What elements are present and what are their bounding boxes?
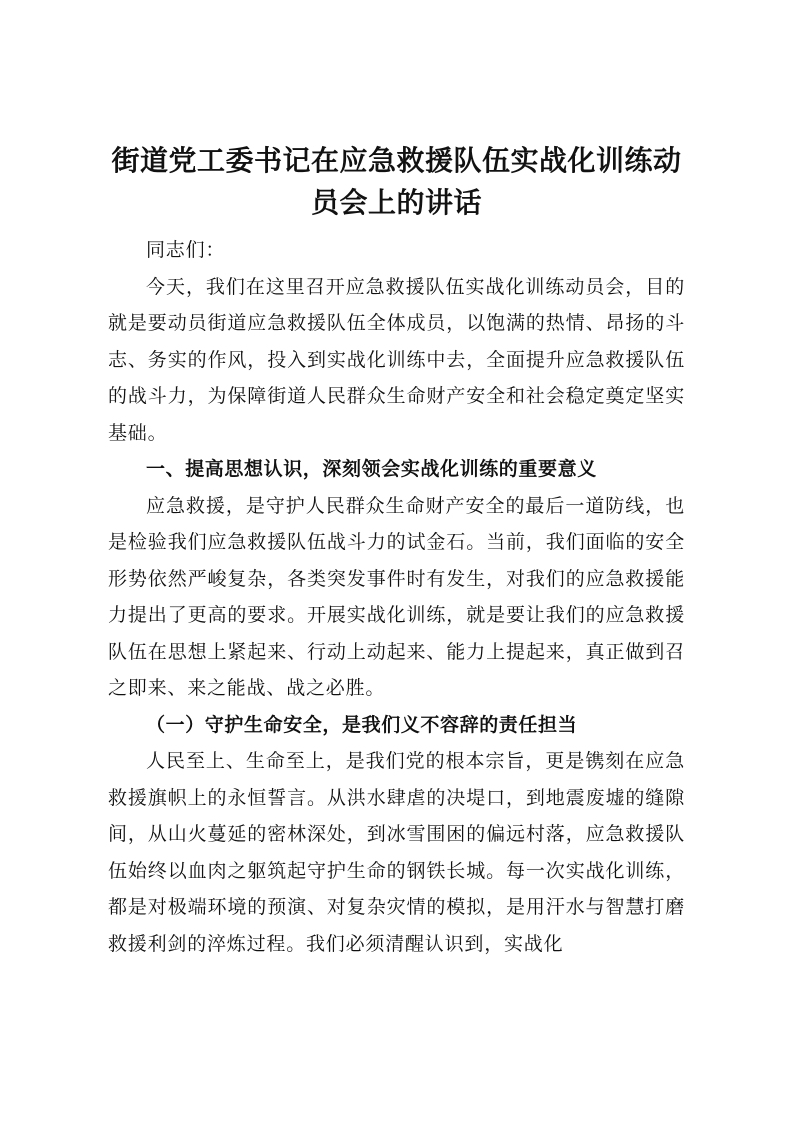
title-line-1: 街道党工委书记在应急救援队伍实战化训练动 (111, 144, 682, 177)
title-line-2: 员会上的讲话 (310, 186, 482, 219)
document-body (108, 232, 685, 962)
salutation: 同志们： (146, 239, 226, 261)
body-paragraph-responsibility: 人民至上、生命至上，是我们党的根本宗旨，更是镌刻在应急救援旗帜上的永恒誓言。从洪水肆虐的决堤口，到地震废墟的缝隙间，从山火蔓延的密林深处，到冰雪围困的偏远村落，应急救援队伍始终以血肉之躯筑起守护生命的钢铁长城。每一次实战化训练，都是对极端环境的预演、对复杂灾情的模拟，是用汗水与智慧打磨救援利剑的淬炼过程。我们必须清醒认识到，实战化 (108, 750, 685, 955)
body-paragraph-significance: 应急救援，是守护人民群众生命财产安全的最后一道防线，也是检验我们应急救援队伍战斗力的试金石。当前，我们面临的安全形势依然严峻复杂，各类突发事件时有发生，对我们的应急救援能力提出了更高的要求。开展实战化训练，就是要让我们的应急救援队伍在思想上紧起来、行动上动起来、能力上提起来，真正做到召之即来、来之能战、战之必胜。 (108, 494, 685, 699)
subsection-heading-1-1: （一）守护生命安全，是我们义不容辞的责任担当 (146, 713, 578, 736)
section-heading-1: 一、提高思想认识，深刻领会实战化训练的重要意义 (146, 458, 597, 480)
document-title (108, 140, 685, 224)
body-paragraph-intro: 今天，我们在这里召开应急救援队伍实战化训练动员会，目的就是要动员街道应急救援队伍全体成员，以饱满的热情、昂扬的斗志、务实的作风，投入到实战化训练中去，全面提升应急救援队伍的战斗力，为保障街道人民群众生命财产安全和社会稳定奠定坚实基础。 (108, 275, 685, 444)
